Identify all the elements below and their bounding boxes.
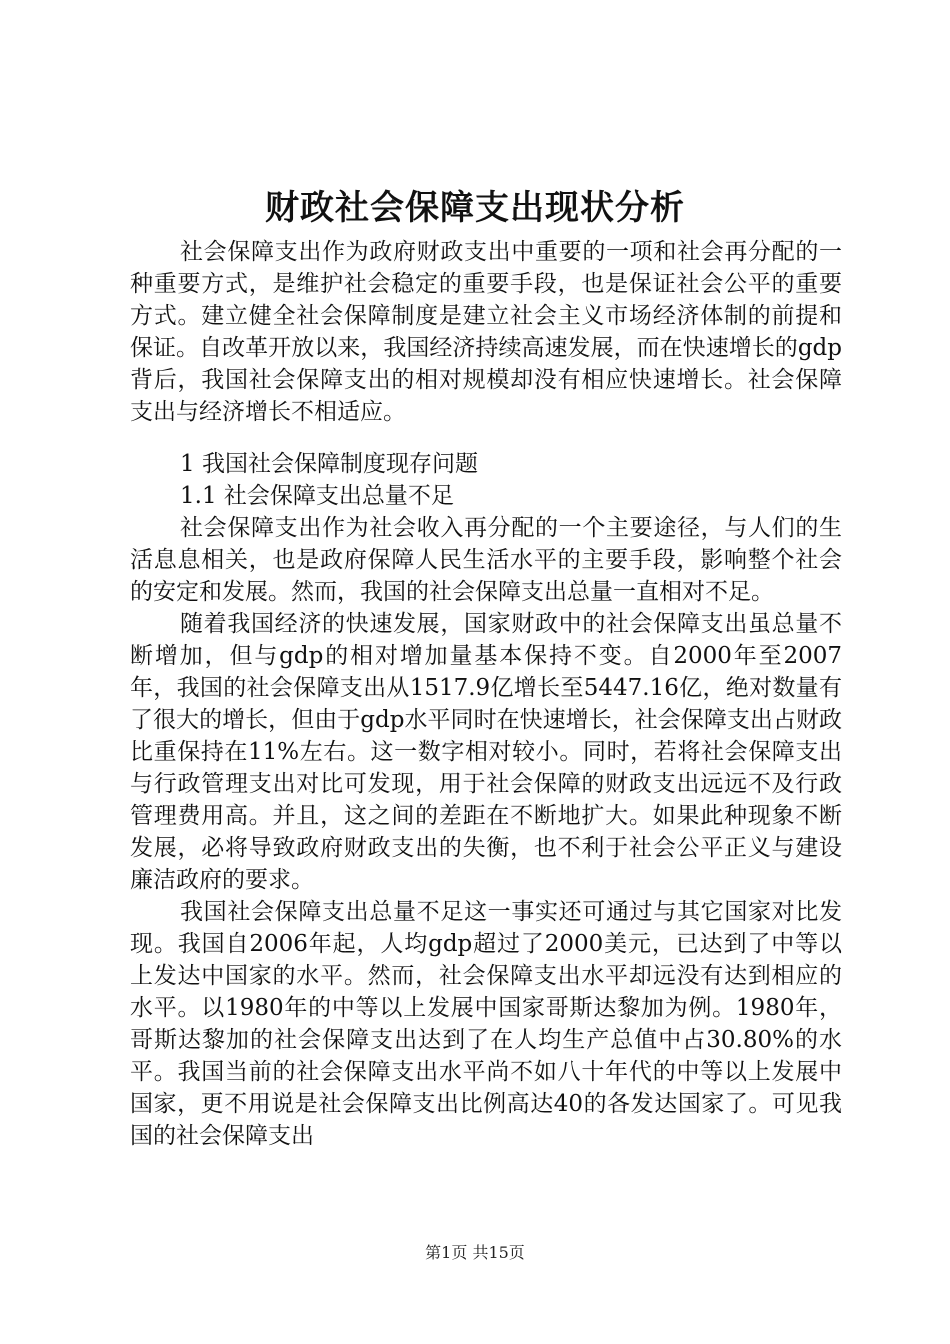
paragraph-spacer (130, 428, 842, 448)
body-paragraph: 随着我国经济的快速发展，国家财政中的社会保障支出虽总量不断增加，但与gdp的相对增加量基本保持不变。自2000年至2007年，我国的社会保障支出从1517.9亿增长至5447.16亿，绝对数量有了很大的增长，但由于gdp水平同时在快速增长，社会保障支出占财政比重保持在11%左右。这一数字相对较小。同时，若将社会保障支出与行政管理支出对比可发现，用于社会保障的财政支出远远不及行政管理费用高。并且，这之间的差距在不断地扩大。如果此种现象不断发展，必将导致政府财政支出的失衡，也不利于社会公平正义与建设廉洁政府的要求。 (130, 611, 842, 893)
section-heading: 1 我国社会保障制度现存问题 (180, 451, 478, 477)
body-paragraph: 社会保障支出作为社会收入再分配的一个主要途径，与人们的生活息息相关，也是政府保障人民生活水平的主要手段，影响整个社会的安定和发展。然而，我国的社会保障支出总量一直相对不足。 (130, 515, 842, 605)
page-footer: 第1页 共15页 (425, 1243, 525, 1262)
document-title: 财政社会保障支出现状分析 (265, 188, 685, 228)
intro-paragraph: 社会保障支出作为政府财政支出中重要的一项和社会再分配的一种重要方式，是维护社会稳定的重要手段，也是保证社会公平的重要方式。建立健全社会保障制度是建立社会主义市场经济体制的前提和保证。自改革开放以来，我国经济持续高速发展，而在快速增长的gdp背后，我国社会保障支出的相对规模却没有相应快速增长。社会保障支出与经济增长不相适应。 (130, 239, 842, 425)
body-paragraph: 我国社会保障支出总量不足这一事实还可通过与其它国家对比发现。我国自2006年起，人均gdp超过了2000美元，已达到了中等以上发达中国家的水平。然而，社会保障支出水平却远没有达到相应的水平。以1980年的中等以上发展中国家哥斯达黎加为例。1980年，哥斯达黎加的社会保障支出达到了在人均生产总值中占30.80%的水平。我国当前的社会保障支出水平尚不如八十年代的中等以上发展中国家，更不用说是社会保障支出比例高达40的各发达国家了。可见我国的社会保障支出 (130, 899, 842, 1149)
document-body (130, 236, 842, 1152)
subsection-heading: 1.1 社会保障支出总量不足 (180, 483, 454, 509)
